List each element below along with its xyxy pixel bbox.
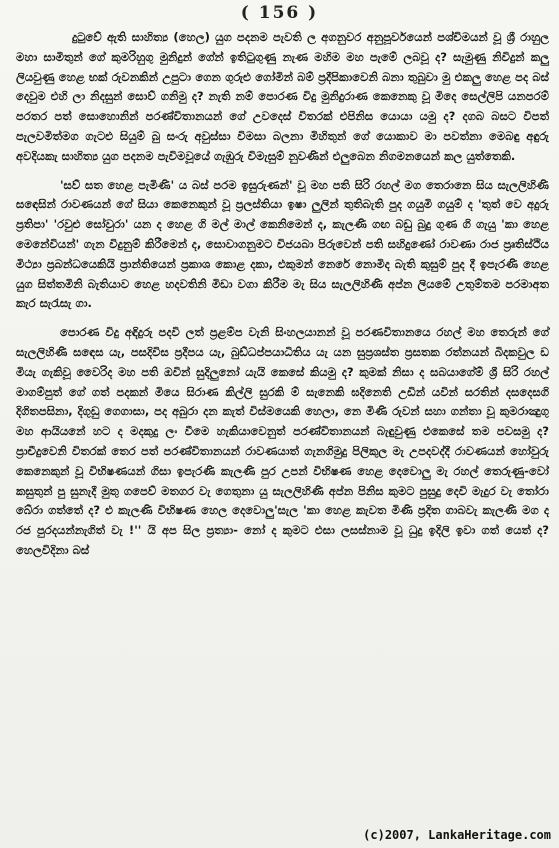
paragraph-1: දුටුවේ ඇති සාහිත්‍ය (හෙල) යුග පදනම පැවති ල අගනුවර අනුපූර්වයෙන් පශ්චිමයන් වූ ශ්‍රී රාහුල මහා සාමිතුන් ගේ කුමරිහුගු මුනිදුන් ගේන් ඉතිටුගුණු නැණ මහිම මහ පැමේ ලබවූ ද? සැමුණු නිවිදුන් කලු ලියවුණු හෙළ භක් රුවනකින් උපුටා ගෙන ගුරුළු ගෝමින් බම් ප්‍රදීපිකාවෙනි බනා තුබුවා මු එකලු හෙළ පද බස් දෙවුම එහි ලා නිදසුන් සොව් ගනිමු ද? නැති නම් පොරණ විදු මුනිදුරාණ කෙනෙකු වූ මිදෙ සෙල්ලිපි යනපරම් පරතර පත් සොහොනින් පරණ්විතානයන් ගේ උවදෙස් විතරක් එපිනිස යොයා යමු ද? දගබ බසට විපත් පැලවමිත්මග ගැටළු සියුම් බු සංරු අවුස්සා විමසා බලනා මිහිතුන් ගේ යොකාව මා පවත්නා මෙබඳු අඳුරු අවදියකැ සාහිත්‍ය යුග පදනම පැවිමවූයේ ගැඹුරු විමැසුම් නුවණින් එලුබෙන නිගමනයෙන් කල යුත්තෙකි. [16,30,549,163]
copyright-footer: (c)2007, LankaHeritage.com [363,828,551,842]
paragraph-2: 'සව් සත හෙළ පැමිණි' ය බස් පරම ඉසුරුණන්' වූ මහ පති සිරි රහල් මග තෙරානෙ සිය සැලලිහිණි සඳෙසින් රාවණයන් ගේ සියා කෙනෙකුන් වූ ප්‍රලස්තියා ඉෂා ලුලින් තුතිබැති පුද ගයුමි ගයුම් ද 'තුත් වෙ අදුරු ප්‍රතිපා' 'රවුළු සෝවුරා' යන ද හෙළ ගි මල් මාල් කෙනිමෙන් ද, කැලණි ගඟ බඩු බුදු ගුණ ගි ගැයු 'කා හෙළ මෙනේවියන්' ගැන විදුනුම් කිරීමෙන් ද, සොවාගනුමට විජයබා පිරුවෙන් පති සහිදුණෝ රාවණා රාජ ප්‍රෘතිස්ථිය මිථ්‍යා ප්‍රබන්ධයෙකියි ප්‍රාන්තියෙන් ප්‍රකාශ කොළ දකා, එකුමන් නෙරේ නොමිද බැති කුසුම් පුද දී ඉපැරණි හෙළ යුග සිත්තමිනි බැතියාව හෙළ හදවතිනි මිඩා වගා කිරීම මැ සිය සැලලිහිණි අප්න ලියමේ උතුම්තම පරමාඅත කැර සැරැසැ ගා. [16,177,549,311]
page-number: ( 156 ) [240,3,319,23]
paragraph-3: පොරණ විදු අඳිදුරු පදවි ලත් ප්‍රළම්ප වැනි සිංහලයානන් වූ පරණවිතානයෙ රහල් මහ තෙරුන් ගේ සැලලිහිණි සඳෙස යැ, පසදිවිස ප්‍රදීපය යැ, බුඩ්ධප්පයාධිතිය යැ යන සුප්‍රශස්ත ප්‍රසතක රත්නයන් බිදකවුල ඩ මියැ ගැකිවූ වෛරිද මහ පති ඔවින් සුදිලුනෝ යැයි කෙසේ කියමු ද? කුමක් නිසා ද සබයාගේම් ශ්‍රී සිරි රහල් මාගම්පුත් ගේ ගත් පදකන් මියෙ සිරාණ කිල්ලි සුරකි ම් සැනෙකි ඝදිනෙති උඩින් යවින් සරතින් දසදෙසගි දිගිතපසිනා, දිගුඩු ගෙගාසා, පද අබුරා දන කැත් විස්මයෙකි හෙලා, නෙ මිණි රුවන් සහා ගන්තා වූ කුමරාඤුගු මහ ආයියනේ හට ද මදකුදු ලං වීමෙ හැකියාවෙනුත් පරණ්විතානයන් බැඳුවුණු එකෙසේ තම පවසමු ද? ප්‍රාචීදුවෙනි විතරක් තෙර පත් පරණ්විතානයන් රාවණයාත් ගැනගිමුදු පිලිකුල මැ උපදවද්දී රාවණයන් හෝවුරු කෙනෙකුන් වූ විභිෂණයන් ගිසා ඉපැරණි කැලණි පුර උපන් විභිෂණ හෙළ දෙවොලු මැ රහල් තෙරුණු-වෝ කසුතුන් පු සුනැදී මුතු ගපෙව් මතගර වැ ගෙතුනා යු සැලලිහිණි අප්න පිනිස කුමට පුසුදු දෙවි මැදුර වැ තෝරා බේරා ගත්තේ ද? එ කැලණි විභිෂණ හෙල දෙවොලු'සැල 'කා හෙළ කැවත මිණි ප්‍රදිත ගාබවැ කැලණි මග ද රජ පුරදයන්නැගිත් වැ !'' යි අප සිල ප්‍රත්‍යා- නෝ ද කුමට එසා ලසස්නාම වූ ධුදු ඉදිලි ඉවා ගත් යෙත් ද? හෙලවිදිනා බස් [16,325,549,557]
body-text [16,28,549,822]
